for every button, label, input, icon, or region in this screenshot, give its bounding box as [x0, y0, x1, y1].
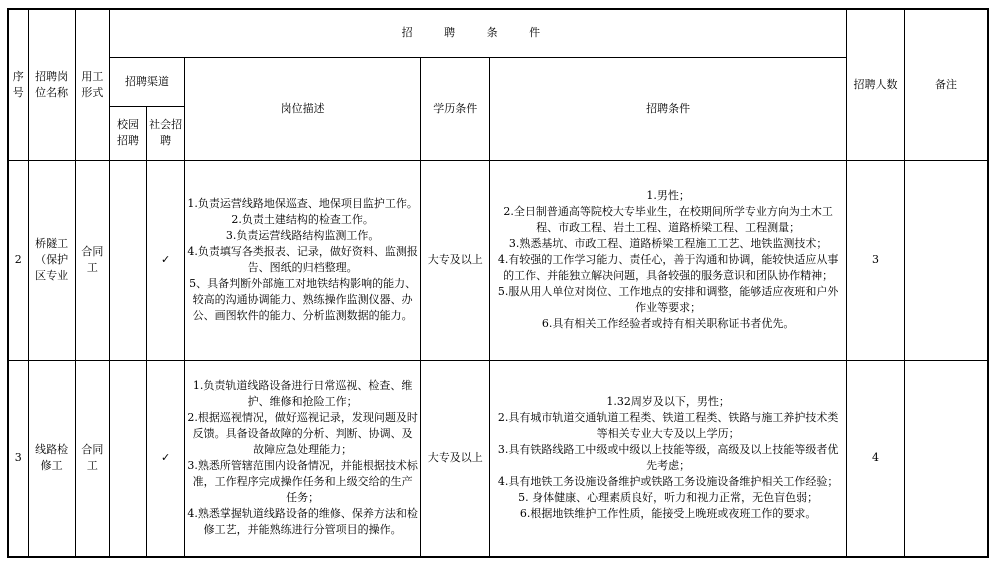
checkmark-icon: ✓ [147, 360, 185, 557]
header-requirements: 招聘条件 [490, 57, 846, 160]
row-remarks [905, 360, 988, 557]
row-job-desc [185, 360, 421, 557]
requirement-line: 5.服从用人单位对岗位、工作地点的安排和调整，能够适应夜班和户外作业等要求； [497, 285, 839, 314]
checkmark-icon: ✓ [147, 160, 185, 360]
desc-line: 3.熟悉所管辖范围内设备情况，并能根据技术标准，工作程序完成操作任务和上级交给的生产任务； [187, 459, 418, 505]
header-seq: 序号 [8, 9, 28, 160]
requirement-line: 5. 身体健康、心理素质良好，听力和视力正常，无色盲色弱； [518, 491, 819, 505]
requirement-line: 1.32周岁及以下，男性； [606, 395, 730, 409]
requirement-line: 4.具有地铁工务设施设备维护或铁路工务设施设备维护相关工作经验； [497, 475, 839, 489]
header-education: 学历条件 [421, 57, 490, 160]
header-job-desc: 岗位描述 [185, 57, 421, 160]
table-row [8, 360, 988, 557]
row-requirements [490, 160, 846, 360]
recruitment-table [7, 8, 989, 558]
desc-line: 4.负责填写各类报表、记录，做好资料、监测报告、图纸的归档整理。 [187, 245, 418, 274]
row-requirements [490, 360, 846, 557]
row-campus-channel [109, 360, 146, 557]
header-conditions-group: 招 聘 条 件 [109, 9, 846, 57]
requirement-line: 1.男性； [646, 189, 690, 202]
desc-line: 2.负责土建结构的检查工作。 [231, 213, 374, 226]
requirement-line: 6.具有相关工作经验者或持有相关职称证书者优先。 [541, 317, 795, 330]
requirement-line: 3.具有铁路线路工中级或中级以上技能等级，高级及以上技能等级者优先考虑； [497, 443, 839, 473]
row-employment-form: 合同工 [75, 160, 109, 360]
row-headcount: 3 [846, 160, 904, 360]
desc-line: 1.负责运营线路地保巡查、地保项目监护工作。 [187, 197, 418, 210]
header-position-name: 招聘岗位名称 [28, 9, 75, 160]
desc-line: 4.熟悉掌握轨道线路设备的维修、保养方法和检修工艺，并能熟练进行分管项目的操作。 [187, 507, 418, 537]
row-education: 大专及以上 [421, 160, 490, 360]
row-campus-channel [109, 160, 146, 360]
requirement-line: 4.有较强的工作学习能力、责任心，善于沟通和协调，能较快适应从事的工作、并能独立解决问题，具备较强的服务意识和团队协作精神； [497, 253, 839, 282]
requirement-line: 2.具有城市轨道交通轨道工程类、铁道工程类、铁路与施工养护技术类等相关专业大专及以上学历； [497, 411, 839, 441]
row-employment-form: 合同工 [75, 360, 109, 557]
row-position-name: 线路检修工 [28, 360, 75, 557]
header-remarks: 备注 [905, 9, 988, 160]
row-position-name: 桥隧工（保护区专业 [28, 160, 75, 360]
table-row [8, 160, 988, 360]
header-employment-form: 用工形式 [75, 9, 109, 160]
row-headcount: 4 [846, 360, 904, 557]
requirement-line: 3.熟悉基坑、市政工程、道路桥梁工程施工工艺、地铁监测技术； [508, 237, 828, 250]
header-social: 社会招聘 [147, 106, 185, 160]
row-seq: 3 [8, 360, 28, 557]
desc-line: 3.负责运营线路结构监测工作。 [225, 229, 380, 242]
row-job-desc [185, 160, 421, 360]
desc-line: 1.负责轨道线路设备进行日常巡视、检查、维护、维修和抢险工作； [192, 379, 413, 409]
header-headcount: 招聘人数 [846, 9, 904, 160]
desc-line: 2.根据巡视情况，做好巡视记录，发现问题及时反馈。具备设备故障的分析、判断、协调、及故障应急处理能力； [187, 411, 418, 457]
row-remarks [905, 160, 988, 360]
requirement-line: 2.全日制普通高等院校大专毕业生，在校期间所学专业方向为土木工程、市政工程、岩土工程、道路桥梁工程、工程测量； [503, 205, 833, 234]
row-seq: 2 [8, 160, 28, 360]
header-channel-group: 招聘渠道 [109, 57, 184, 106]
requirement-line: 6.根据地铁维护工作性质，能接受上晚班或夜班工作的要求。 [519, 507, 817, 521]
row-education: 大专及以上 [421, 360, 490, 557]
desc-line: 5、具备判断外部施工对地铁结构影响的能力、较高的沟通协调能力、熟练操作监测仪器、办公、画图软件的能力、分析监测数据的能力。 [189, 277, 417, 322]
header-campus: 校园招聘 [109, 106, 146, 160]
